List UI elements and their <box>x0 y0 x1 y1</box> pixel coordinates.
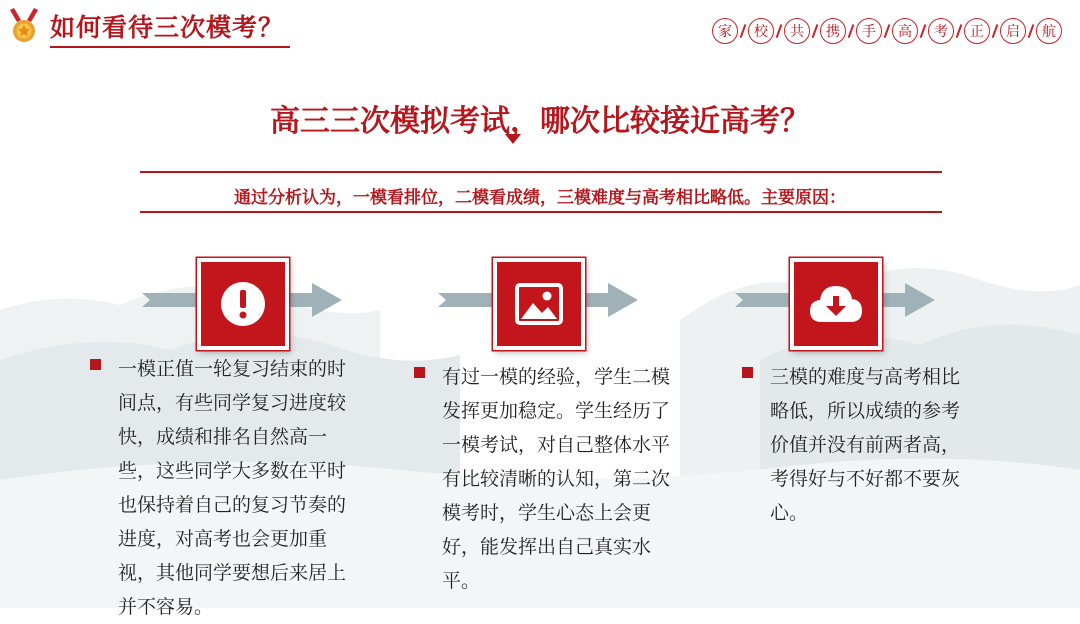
cloud-download-icon <box>808 282 864 326</box>
icon-box-1 <box>197 258 289 350</box>
slogan-char: 高 <box>892 18 918 44</box>
exclamation-circle-icon <box>218 279 268 329</box>
triangle-down-icon <box>505 134 521 144</box>
slogan-char: 启 <box>1000 18 1026 44</box>
subheadline: 通过分析认为，一模看排位，二模看成绩，三模难度与高考相比略低。主要原因： <box>234 188 846 208</box>
slogan-separator <box>846 22 856 40</box>
page-title: 如何看待三次模考？ <box>50 13 285 42</box>
slogan-char: 手 <box>856 18 882 44</box>
slogan-separator <box>774 22 784 40</box>
reason-text-2: 有过一模的经验，学生二模发挥更加稳定。学生经历了一模考试，对自己整体水平有比较清晰的认知，第二次模考时，学生心态上会更好，能发挥出自己真实水平。 <box>442 366 671 592</box>
slogan-separator <box>810 22 820 40</box>
reason-column-1 <box>90 352 350 624</box>
slogan-bar <box>712 18 1062 44</box>
slogan-char: 家 <box>712 18 738 44</box>
slogan-separator <box>882 22 892 40</box>
slogan-char: 校 <box>748 18 774 44</box>
reason-text-1: 一模正值一轮复习结束的时间点，有些同学复习进度较快，成绩和排名自然高一些，这些同学大多数在平时也保持着自己的复习节奏的进度，对高考也会更加重视，其他同学要想后来居上并不容易。 <box>118 358 347 618</box>
slogan-char: 正 <box>964 18 990 44</box>
headline: 高三三次模拟考试，哪次比较接近高考？ <box>270 104 810 139</box>
slogan-separator <box>738 22 748 40</box>
icon-box-2 <box>493 258 585 350</box>
divider-bottom <box>140 211 942 213</box>
title-bar <box>8 8 284 44</box>
slogan-char: 携 <box>820 18 846 44</box>
slogan-char: 共 <box>784 18 810 44</box>
medal-icon <box>8 8 40 44</box>
title-underline <box>50 46 290 48</box>
slogan-separator <box>954 22 964 40</box>
reason-column-2 <box>414 360 674 598</box>
slogan-char: 航 <box>1036 18 1062 44</box>
bullet-square <box>742 367 753 378</box>
bullet-square <box>414 367 425 378</box>
slogan-separator <box>1026 22 1036 40</box>
image-icon <box>515 283 563 325</box>
slogan-separator <box>990 22 1000 40</box>
slogan-char: 考 <box>928 18 954 44</box>
slogan-separator <box>918 22 928 40</box>
bullet-square <box>90 359 101 370</box>
reason-text-3: 三模的难度与高考相比略低，所以成绩的参考价值并没有前两者高，考得好与不好都不要灰心。 <box>770 366 961 524</box>
reason-column-3 <box>742 360 962 530</box>
divider-top <box>140 171 942 173</box>
icon-box-3 <box>790 258 882 350</box>
